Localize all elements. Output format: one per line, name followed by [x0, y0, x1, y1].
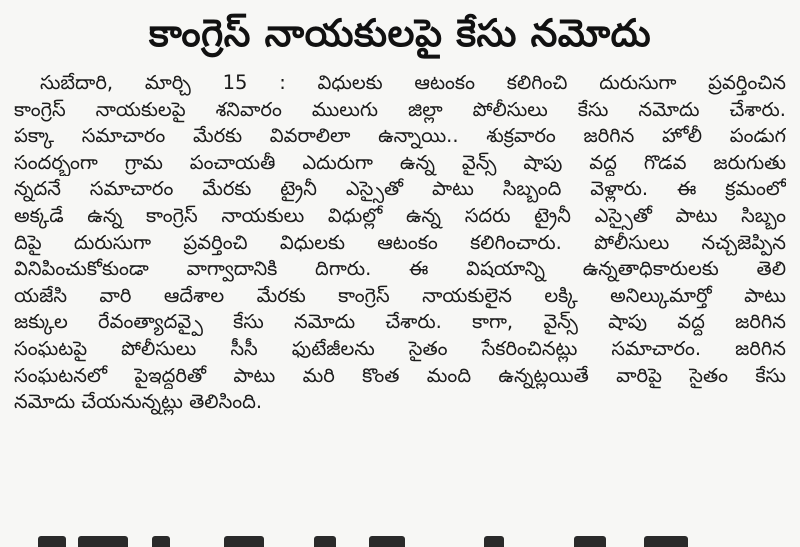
headline: కాంగ్రెస్ నాయకులపై కేసు నమోదు [148, 11, 652, 55]
article-line: పక్కా సమాచారం మేరకు వివరాలిలా ఉన్నాయి.. శుక్రవారం జరిగిన హోలీ పండుగ [14, 124, 786, 148]
article-line: సందర్భంగా గ్రామ పంచాయతీ ఎదురుగా ఉన్న వైన్స్ షాపు వద్ద గొడవ జరుగుతు [14, 150, 786, 174]
article-line: న్నదనే సమాచారం మేరకు ట్రైనీ ఎస్సైతో పాటు సిబ్బంది వెళ్లారు. ఈ క్రమంలో [14, 177, 786, 201]
cutoff-glyph [484, 536, 504, 547]
article-line: సుబేదారి, మార్చి 15 : విధులకు ఆటంకం కలిగించి దురుసుగా ప్రవర్తించిన [40, 71, 786, 94]
cutoff-glyph [314, 536, 336, 547]
article-line: కాంగ్రెస్ నాయకులపై శనివారం ములుగు జిల్లా పోలీసులు కేసు నమోదు చేశారు. [14, 97, 786, 121]
article-body [14, 70, 786, 416]
cutoff-glyph [152, 536, 170, 547]
article-line: దిపై దురుసుగా ప్రవర్తించి విధులకు ఆటంకం కలిగించారు. పోలీసులు నచ్చజెప్పిన [14, 230, 786, 254]
article-line: యజేసి వారి ఆదేశాల మేరకు కాంగ్రెస్ నాయకులైన లక్కి అనిల్కుమార్తో పాటు [14, 283, 786, 307]
article-line: సంఘటనలో పైఇద్దరితో పాటు మరి కొంత మంది ఉన్నట్లయితే వారిపై సైతం కేసు [14, 363, 786, 387]
cutoff-glyph [78, 536, 128, 547]
article-line: వినిపించుకోకుండా వాగ్వాదానికి దిగారు. ఈ విషయాన్ని ఉన్నతాధికారులకు తెలి [14, 257, 786, 281]
article-line: అక్కడే ఉన్న కాంగ్రెస్ నాయకులు విధుల్లో ఉన్న సదరు ట్రైనీ ఎస్సైతో పాటు సిబ్బం [14, 203, 786, 227]
article-line: జక్కుల రేవంత్యాదవ్పై కేసు నమోదు చేశారు. కాగా, వైన్స్ షాపు వద్ద జరిగిన [14, 310, 786, 334]
cutoff-glyph [369, 536, 405, 547]
cutoff-glyph [38, 536, 66, 547]
cutoff-glyph [574, 536, 606, 547]
article-line: సంఘటపై పోలీసులు సీసీ ఫుటేజీలను సైతం సేకరించినట్లు సమాచారం. జరిగిన [14, 336, 786, 360]
article-line: నమోదు చేయనున్నట్లు తెలిసింది. [14, 390, 263, 414]
next-article-cutoff [14, 530, 786, 547]
cutoff-glyph [224, 536, 264, 547]
cutoff-glyph [644, 536, 688, 547]
